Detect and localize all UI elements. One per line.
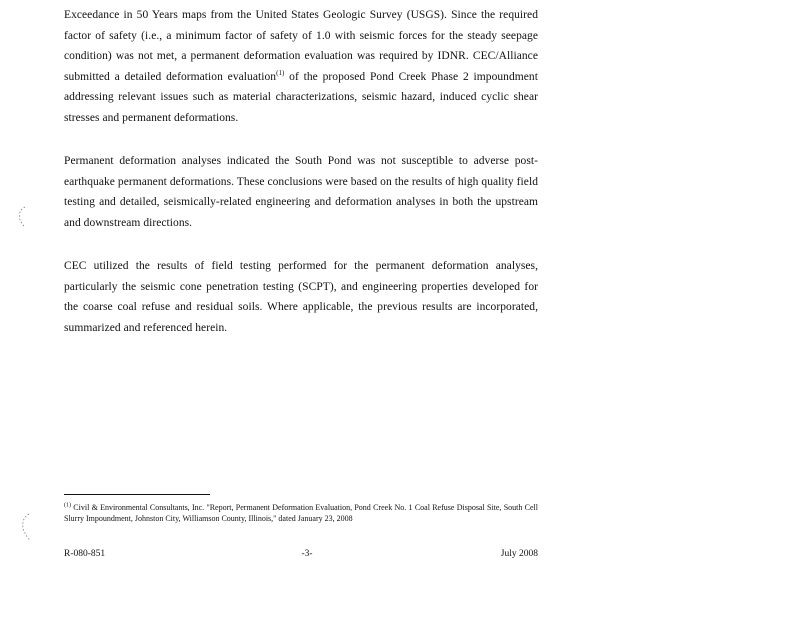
body-paragraph-3: CEC utilized the results of field testing performed for the permanent deformation analyses, particularly the seismic cone penetration testing (SCPT), and engineering properties developed for the coarse coal refuse and residual soils. Where applicable, the previous results are incorporated, summarized and referenced herein. <box>64 260 538 334</box>
body-paragraph-1 <box>64 5 538 129</box>
body-paragraph-2: Permanent deformation analyses indicated the South Pond was not susceptible to adverse post-earthquake permanent deformations. These conclusions were based on the results of high quality field testing and detailed, seismically-related engineering and deformation analyses in both the upstream and downstream directions. <box>64 155 538 229</box>
scan-hole-mark-top <box>14 205 28 229</box>
footer-date: July 2008 <box>500 549 538 559</box>
footnote-reference: (1) <box>276 68 285 77</box>
footnote-separator <box>64 494 210 495</box>
footer-page-number: -3- <box>301 549 313 559</box>
paragraph-1-text-a: Exceedance in 50 Years maps from the United States Geologic Survey (USGS). Since the required factor of safety (i.e., a minimum factor of safety of 1.0 with seismic forces for the steady seepage condition) was not met, a permanent deformation evaluation was required by IDNR. CEC/Alliance submitted a detailed deformation evaluation <box>64 9 538 83</box>
footnote-marker: (1) <box>64 502 71 509</box>
scan-hole-mark-bottom <box>16 512 34 542</box>
paragraph-1-text-b: of the proposed Pond Creek Phase 2 impoundment addressing relevant issues such as material characterizations, seismic hazard, induced cyclic shear stresses and permanent deformations. <box>64 70 538 124</box>
footnote-text: Civil & Environmental Consultants, Inc. "Report, Permanent Deformation Evaluation, Pond Creek No. 1 Coal Refuse Disposal Site, South Cell Slurry Impoundment, Johnston City, Williamson County, Illinois," dated January 23, 2008 <box>64 503 538 523</box>
footer-document-number: R-080-851 <box>64 549 106 559</box>
footnote <box>64 502 538 524</box>
